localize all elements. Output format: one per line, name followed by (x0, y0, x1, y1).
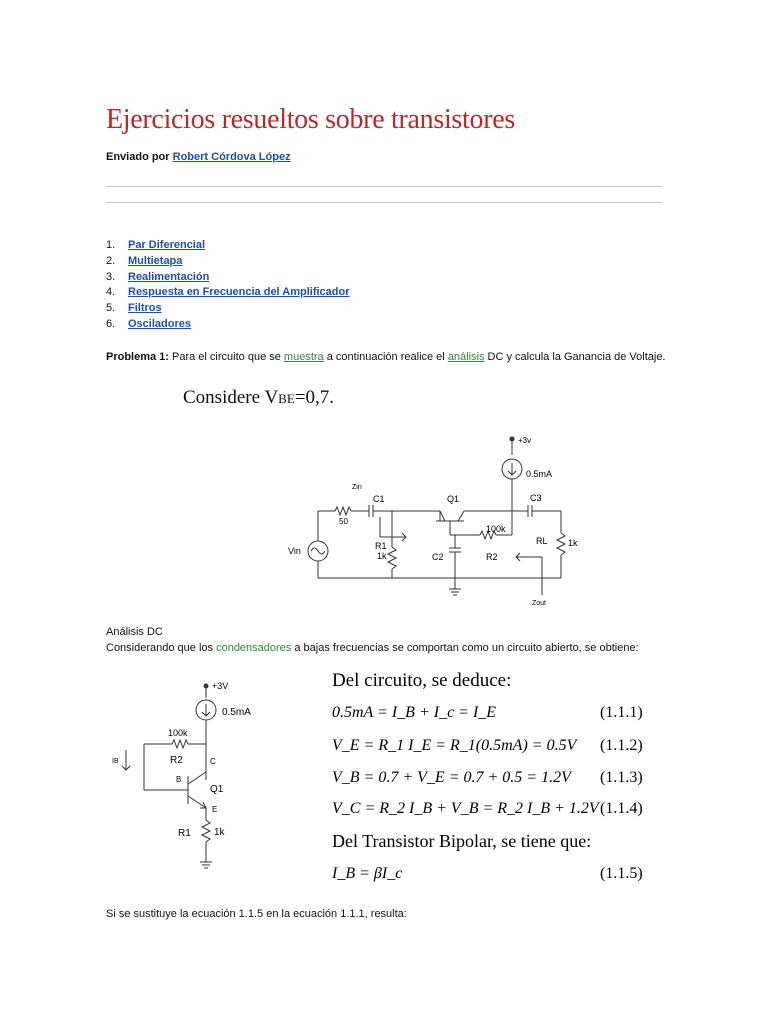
analysis-text-part: Considerando que los (106, 642, 217, 654)
label-c3: C3 (530, 493, 542, 503)
analysis-text (106, 640, 666, 656)
list-number: 2. (106, 254, 116, 267)
toc-link-multietapa[interactable]: Multietapa (128, 254, 183, 267)
equations-heading-2: Del Transistor Bipolar, se tiene que: (332, 831, 592, 851)
label-r2: R2 (170, 755, 183, 766)
equation-3: V_B = 0.7 + V_E = 0.7 + 0.5 = 1.2V (332, 769, 571, 786)
label-r100k: 100k (486, 524, 506, 534)
list-number: 6. (106, 317, 116, 330)
divider-top (106, 186, 662, 187)
list-item (106, 270, 350, 286)
label-r1: R1 (375, 541, 387, 551)
link-condensadores[interactable]: condensadores (216, 642, 292, 654)
equation-number-5: (1.1.5) (600, 865, 643, 882)
label-r2: R2 (486, 552, 498, 562)
list-item (106, 238, 350, 254)
consider-sub: BE (278, 391, 295, 406)
equation-4: V_C = R_2 I_B + V_B = R_2 I_B + 1.2V (332, 800, 599, 817)
problem-statement (106, 349, 666, 365)
toc-link-respuesta-frecuencia[interactable]: Respuesta en Frecuencia del Amplificador (128, 286, 350, 299)
label-source: 0.5mA (526, 469, 553, 479)
equations-heading-1: Del circuito, se deduce: (332, 670, 512, 691)
consider-suffix: =0,7. (294, 387, 335, 408)
list-number: 3. (106, 270, 116, 283)
equation-2: V_E = R_1 I_E = R_1(0.5mA) = 0.5V (332, 737, 577, 754)
list-item (106, 254, 350, 270)
label-zin: Zin (352, 484, 362, 491)
label-b: B (176, 775, 182, 784)
problem-text: DC y calcula la Ganancia de Voltaje. (484, 351, 666, 363)
label-rl: RL (536, 536, 548, 546)
table-of-contents (106, 238, 350, 333)
problem-label: Problema 1: (106, 351, 169, 363)
label-rl-value: 1k (568, 538, 578, 548)
label-q1: Q1 (447, 494, 460, 504)
consider-prefix: Considere V (183, 387, 279, 408)
list-number: 1. (106, 239, 116, 251)
byline (106, 151, 291, 163)
circuit-diagram-1 (280, 425, 605, 615)
label-r50: 50 (339, 517, 348, 526)
label-e: E (212, 805, 218, 814)
equation-number-4: (1.1.4) (600, 800, 643, 817)
label-r1-value: 1k (214, 827, 225, 838)
toc-link-par-diferencial[interactable]: Par Diferencial (128, 239, 206, 251)
equation-number-1: (1.1.1) (600, 704, 643, 721)
label-vin: Vin (288, 546, 301, 556)
label-c2: C2 (432, 552, 444, 562)
toc-link-filtros[interactable]: Filtros (128, 302, 162, 315)
toc-link-realimentacion[interactable]: Realimentación (128, 270, 210, 283)
equation-5: I_B = βI_c (332, 865, 403, 882)
problem-text: a continuación realice el (323, 351, 448, 363)
list-number: 5. (106, 302, 116, 315)
label-c: C (210, 757, 216, 766)
page-title: Ejercicios resueltos sobre transistores (106, 104, 515, 135)
label-zout: Zout (532, 600, 547, 607)
equation-block (330, 664, 660, 886)
label-r1: R1 (178, 828, 191, 839)
label-r100k: 100k (168, 728, 188, 738)
analysis-heading: Análisis DC (106, 626, 163, 638)
consider-note (183, 387, 334, 409)
list-number: 4. (106, 286, 116, 299)
list-item (106, 285, 350, 301)
problem-text: Para el circuito que se (168, 351, 284, 363)
divider-bottom (106, 202, 662, 203)
label-source: 0.5mA (222, 707, 251, 718)
link-muestra[interactable]: muestra (283, 351, 324, 363)
footer-text: Si se sustituye la ecuación 1.1.5 en la ecuación 1.1.1, resulta: (106, 908, 407, 920)
byline-prefix: Enviado por (106, 151, 170, 163)
equation-number-3: (1.1.3) (600, 769, 643, 786)
equation-number-2: (1.1.2) (600, 737, 643, 754)
link-analisis[interactable]: análisis (447, 351, 485, 363)
analysis-text-part: a bajas frecuencias se comportan como un circuito abierto, se obtiene: (291, 642, 639, 654)
author-link[interactable]: Robert Córdova López (172, 151, 291, 163)
label-ib: IB (112, 758, 119, 765)
label-q1: Q1 (210, 784, 224, 795)
list-item (106, 301, 350, 317)
circuit-diagram-2 (110, 668, 270, 880)
label-c1: C1 (373, 494, 385, 504)
toc-link-osciladores[interactable]: Osciladores (128, 317, 191, 330)
label-r1-value: 1k (377, 551, 387, 561)
list-item (106, 317, 350, 333)
label-vcc: +3v (518, 436, 532, 445)
label-vcc: +3V (212, 681, 229, 691)
equation-1: 0.5mA = I_B + I_c = I_E (332, 704, 497, 721)
